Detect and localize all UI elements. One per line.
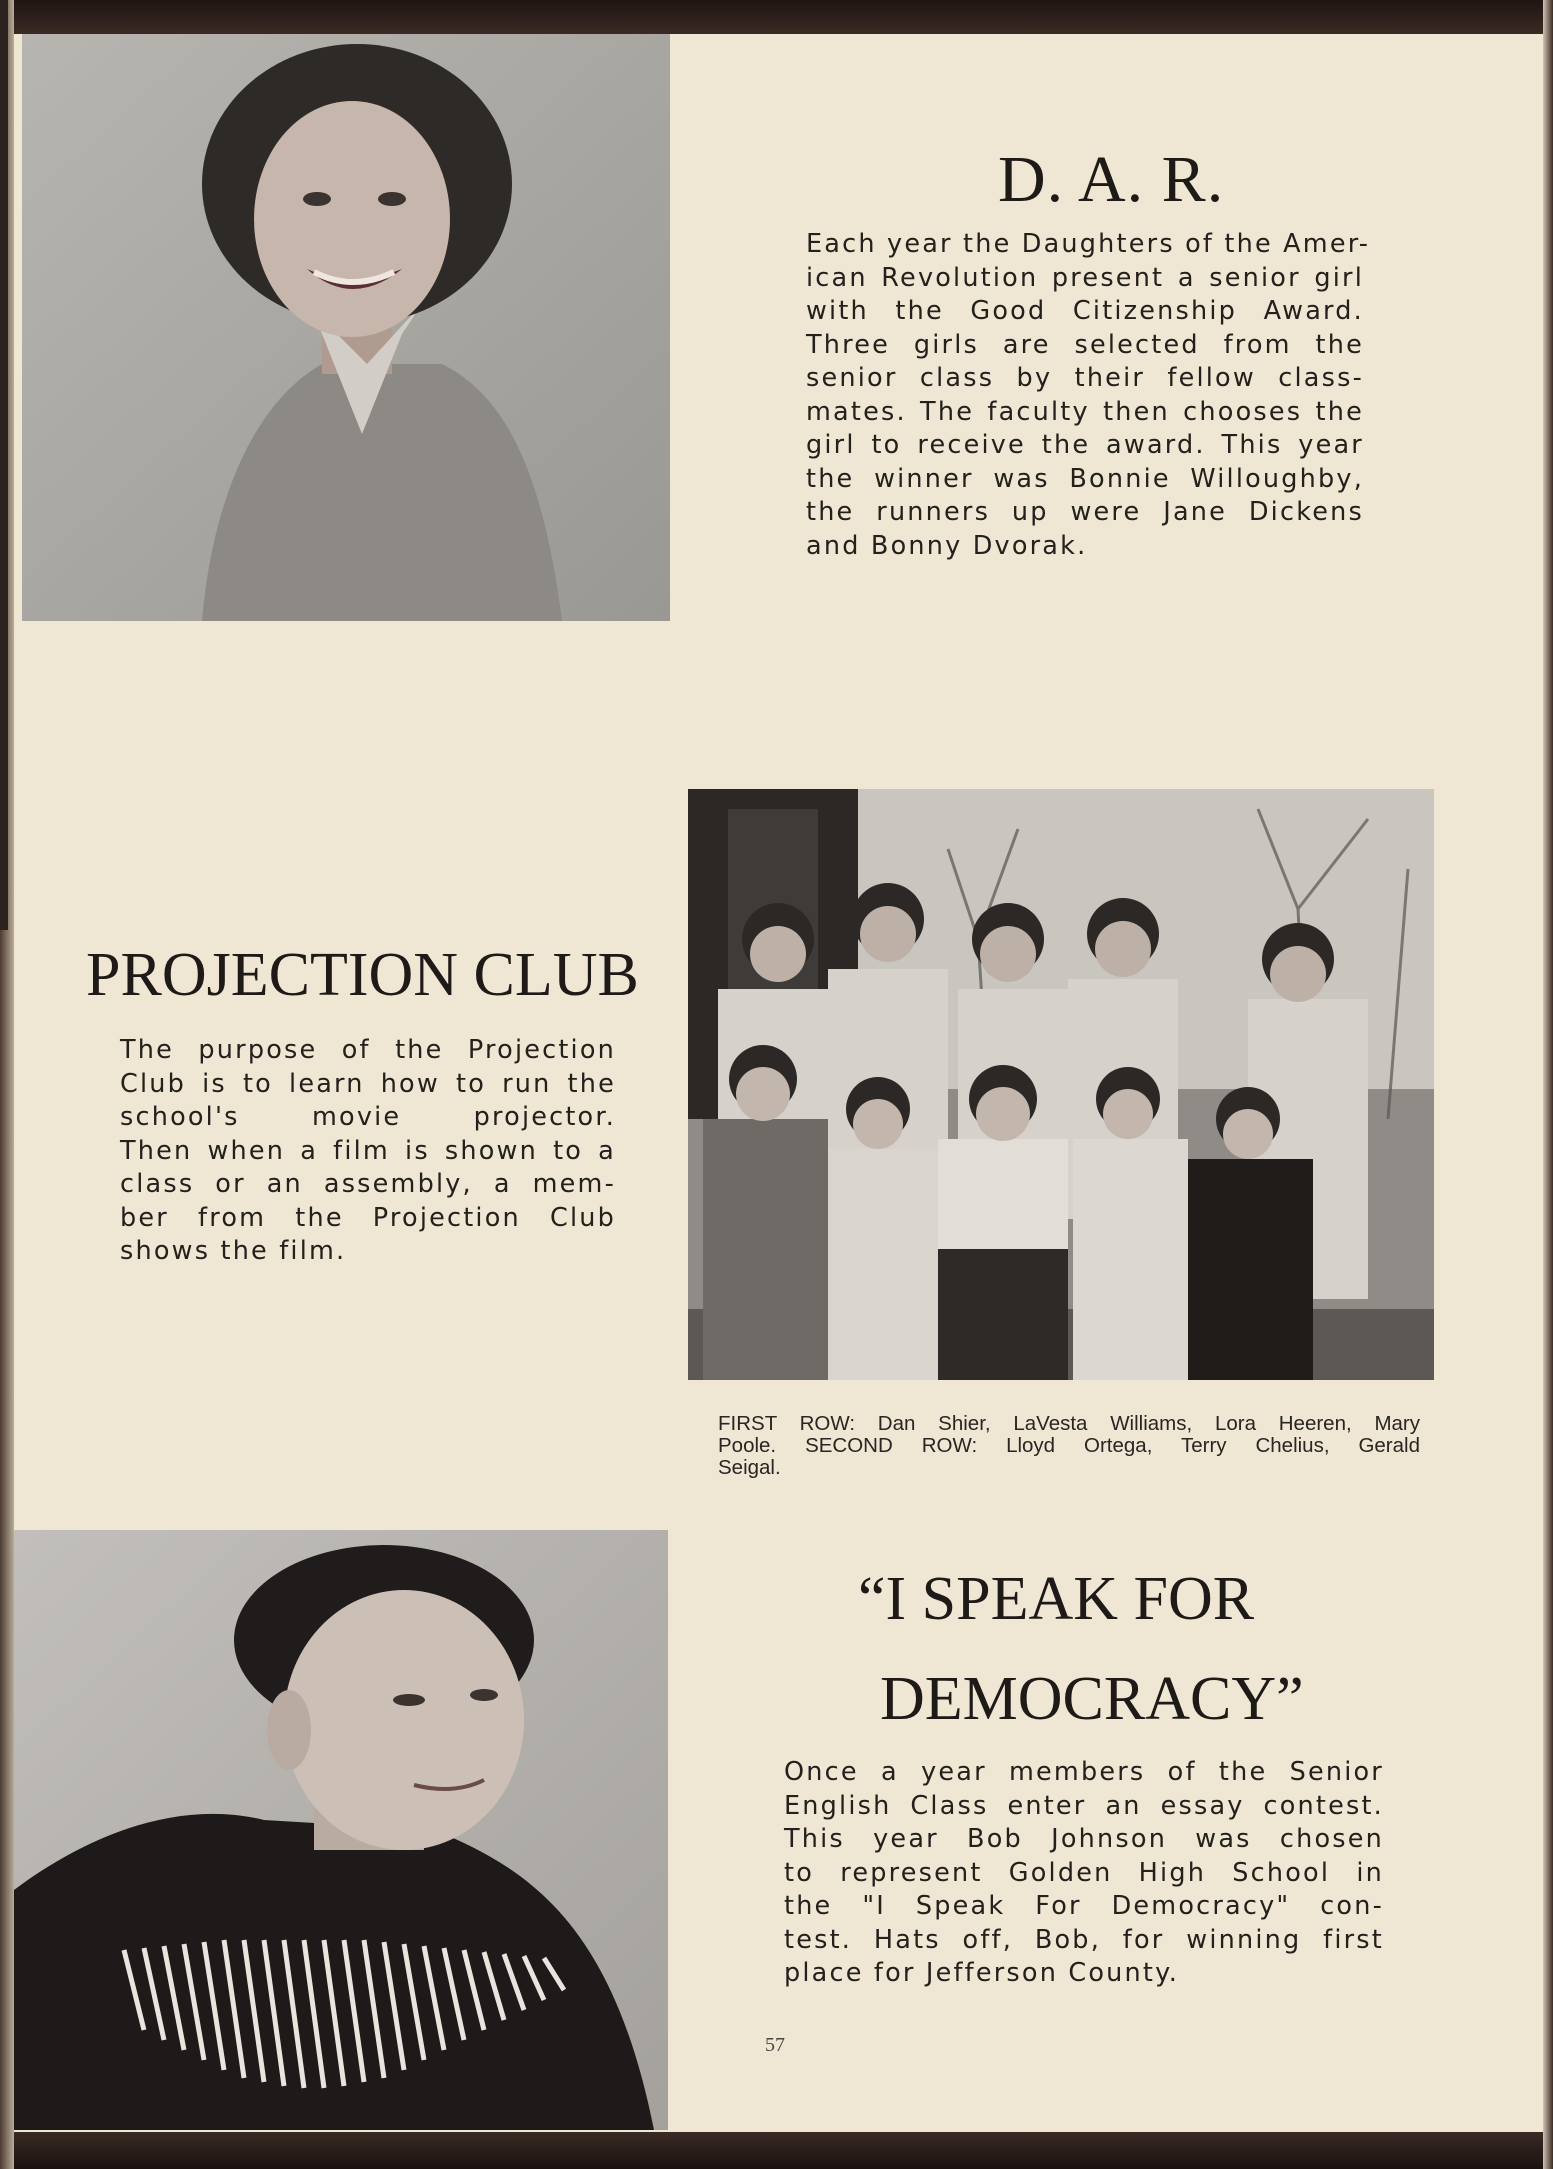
- dar-line: senior class by their fellow class-: [806, 363, 1364, 393]
- speak-for-democracy-heading-line-1: “I SPEAK FOR: [858, 1565, 1255, 1633]
- dar-line: girl to receive the award. This year: [806, 430, 1364, 460]
- speak-for-democracy-heading-line-2: DEMOCRACY”: [880, 1665, 1304, 1733]
- dar-line: the runners up were Jane Dickens: [806, 497, 1364, 527]
- projection-club-heading: PROJECTION CLUB: [86, 941, 639, 1009]
- projection-line: Club is to learn how to run the: [120, 1068, 616, 1099]
- top-binding-edge: [0, 0, 1553, 34]
- speak-line: Once a year members of the Senior: [784, 1757, 1384, 1787]
- caption-line: Seigal.: [718, 1456, 781, 1479]
- speak-for-democracy-winner-portrait-photo: [14, 1530, 668, 2130]
- dar-line: mates. The faculty then chooses the: [806, 396, 1364, 427]
- projection-club-photo-caption: [718, 1413, 1420, 1479]
- dar-line: with the Good Citizenship Award.: [806, 296, 1364, 326]
- dar-description: [806, 228, 1371, 563]
- caption-line: Poole. SECOND ROW: Lloyd Ortega, Terry Chelius, Gerald: [718, 1434, 1420, 1457]
- projection-line: shows the film.: [120, 1236, 347, 1266]
- speak-line: This year Bob Johnson was chosen: [784, 1824, 1384, 1854]
- right-binding-edge: [1543, 0, 1553, 2169]
- page-number: 57: [765, 2034, 785, 2056]
- dar-line: Three girls are selected from the: [806, 329, 1364, 360]
- dar-line: ican Revolution present a senior girl: [806, 262, 1364, 293]
- projection-club-description: [120, 1034, 616, 1269]
- speak-line: test. Hats off, Bob, for winning first: [784, 1924, 1384, 1955]
- caption-line: FIRST ROW: Dan Shier, LaVesta Williams, Lora Heeren, Mary: [718, 1412, 1420, 1435]
- dar-heading: D. A. R.: [998, 143, 1225, 216]
- bottom-binding-edge: [0, 2132, 1553, 2169]
- speak-line: place for Jefferson County.: [784, 1958, 1180, 1988]
- dar-line: and Bonny Dvorak.: [806, 530, 1088, 561]
- projection-line: The purpose of the Projection: [120, 1035, 616, 1065]
- dar-line: the winner was Bonnie Willoughby,: [806, 463, 1364, 494]
- speak-line: the "I Speak For Democracy" con-: [784, 1891, 1384, 1921]
- speak-line: English Class enter an essay contest.: [784, 1790, 1384, 1821]
- left-binding-shadow: [0, 0, 8, 930]
- projection-club-group-photo: [688, 789, 1434, 1380]
- projection-line: school's movie projector.: [120, 1102, 616, 1132]
- speak-line: to represent Golden High School in: [784, 1857, 1384, 1888]
- dar-line: Each year the Daughters of the Amer-: [806, 229, 1371, 259]
- dar-winner-portrait-photo: [22, 34, 670, 621]
- speak-for-democracy-description: [784, 1756, 1384, 1991]
- projection-line: Then when a film is shown to a: [120, 1135, 616, 1166]
- projection-line: class or an assembly, a mem-: [120, 1169, 616, 1199]
- projection-line: ber from the Projection Club: [120, 1202, 616, 1233]
